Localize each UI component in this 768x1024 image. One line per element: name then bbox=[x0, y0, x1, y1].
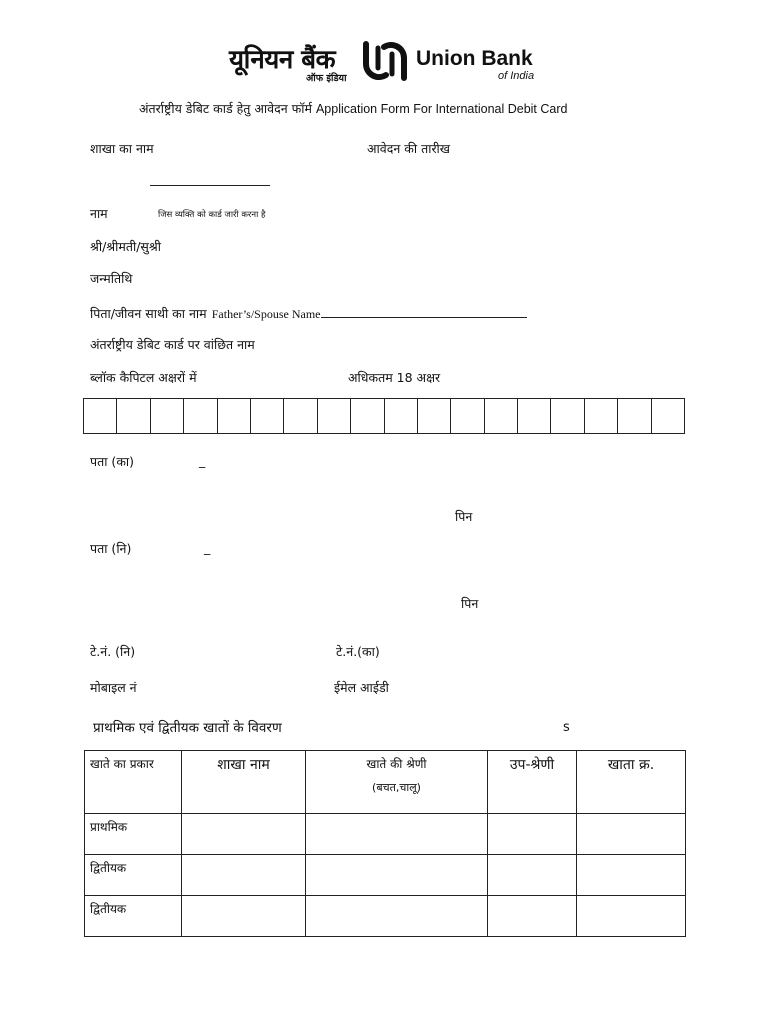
pin-home-label: पिन bbox=[461, 596, 479, 611]
table-cell[interactable] bbox=[182, 896, 306, 937]
branch-name-label: शाखा का नाम bbox=[90, 141, 154, 156]
tel-home-label: टे.नं. (नि) bbox=[90, 644, 136, 659]
card-name-label: अंतर्राष्ट्रीय डेबिट कार्ड पर वांछित नाम bbox=[90, 337, 255, 352]
address-home-mark: _ bbox=[204, 540, 211, 555]
accounts-table bbox=[84, 750, 686, 937]
letter-box[interactable] bbox=[451, 399, 484, 433]
father-spouse-label-hindi: पिता/जीवन साथी का नाम bbox=[90, 306, 207, 321]
table-cell[interactable] bbox=[577, 855, 686, 896]
table-cell[interactable] bbox=[488, 855, 577, 896]
col-account-category bbox=[306, 751, 488, 814]
logo-hindi-subtext: ऑफ इंडिया bbox=[306, 73, 347, 84]
col-sub-category: उप-श्रेणी bbox=[488, 751, 577, 814]
letter-box[interactable] bbox=[385, 399, 418, 433]
father-spouse-field bbox=[90, 303, 527, 322]
letter-box[interactable] bbox=[84, 399, 117, 433]
letter-box[interactable] bbox=[418, 399, 451, 433]
col-branch-name: शाखा नाम bbox=[182, 751, 306, 814]
letter-box[interactable] bbox=[117, 399, 150, 433]
salutation-label: श्री/श्रीमती/सुश्री bbox=[90, 239, 161, 254]
email-label: ईमेल आईडी bbox=[334, 680, 389, 695]
logo-english-text: Union Bank bbox=[416, 47, 533, 70]
letter-box[interactable] bbox=[251, 399, 284, 433]
address-office-label: पता (का) bbox=[90, 454, 135, 469]
father-spouse-label-english: Father’s/Spouse Name bbox=[211, 307, 321, 321]
name-note: जिस व्यक्ति को कार्ड जारी करना है bbox=[158, 210, 266, 220]
table-row bbox=[85, 814, 686, 855]
col-account-category-label: खाते की श्रेणी bbox=[366, 757, 427, 771]
letter-box[interactable] bbox=[184, 399, 217, 433]
letter-box[interactable] bbox=[318, 399, 351, 433]
letter-box[interactable] bbox=[284, 399, 317, 433]
form-title-english: Application Form For International Debit Card bbox=[315, 102, 568, 116]
letter-box[interactable] bbox=[618, 399, 651, 433]
logo-hindi-text: यूनियन बैंक bbox=[229, 45, 336, 75]
table-cell[interactable] bbox=[488, 896, 577, 937]
father-spouse-blank[interactable] bbox=[321, 306, 527, 318]
letter-box[interactable] bbox=[151, 399, 184, 433]
table-cell[interactable] bbox=[306, 814, 488, 855]
table-cell[interactable] bbox=[182, 855, 306, 896]
branch-name-blank[interactable] bbox=[150, 174, 270, 186]
union-bank-symbol-icon bbox=[360, 40, 410, 82]
row-type-secondary: द्वितीयक bbox=[85, 896, 182, 937]
max-chars-label: अधिकतम 18 अक्षर bbox=[348, 370, 441, 385]
mobile-label: मोबाइल नं bbox=[90, 680, 137, 695]
table-cell[interactable] bbox=[577, 896, 686, 937]
col-account-type: खाते का प्रकार bbox=[85, 751, 182, 814]
application-date-label: आवेदन की तारीख bbox=[367, 141, 451, 156]
card-name-letter-boxes[interactable] bbox=[83, 398, 685, 434]
form-title bbox=[139, 100, 567, 117]
accounts-heading: प्राथमिक एवं द्वितीयक खातों के विवरण bbox=[93, 720, 282, 736]
letter-box[interactable] bbox=[585, 399, 618, 433]
table-cell[interactable] bbox=[306, 896, 488, 937]
table-cell[interactable] bbox=[182, 814, 306, 855]
address-home-label: पता (नि) bbox=[90, 541, 132, 556]
letter-box[interactable] bbox=[218, 399, 251, 433]
form-title-hindi: अंतर्राष्ट्रीय डेबिट कार्ड हेतु आवेदन फॉर्म bbox=[139, 101, 312, 116]
table-cell[interactable] bbox=[577, 814, 686, 855]
letter-box[interactable] bbox=[652, 399, 684, 433]
letter-box[interactable] bbox=[351, 399, 384, 433]
row-type-secondary: द्वितीयक bbox=[85, 855, 182, 896]
row-type-primary: प्राथमिक bbox=[85, 814, 182, 855]
pin-office-label: पिन bbox=[455, 509, 473, 524]
dob-label: जन्मतिथि bbox=[90, 271, 133, 286]
table-cell[interactable] bbox=[488, 814, 577, 855]
col-account-category-sub: (बचत,चालू) bbox=[372, 781, 421, 794]
accounts-heading-stray-mark: s bbox=[563, 720, 570, 735]
address-office-mark: _ bbox=[199, 453, 206, 468]
accounts-table-header bbox=[85, 751, 686, 814]
letter-box[interactable] bbox=[518, 399, 551, 433]
col-account-number: खाता क्र. bbox=[577, 751, 686, 814]
block-capitals-label: ब्लॉक कैपिटल अक्षरों में bbox=[90, 370, 197, 385]
table-row bbox=[85, 896, 686, 937]
letter-box[interactable] bbox=[551, 399, 584, 433]
table-row bbox=[85, 855, 686, 896]
tel-office-label: टे.नं.(का) bbox=[336, 644, 380, 659]
name-label: नाम bbox=[90, 206, 108, 221]
table-cell[interactable] bbox=[306, 855, 488, 896]
logo-english-subtext: of India bbox=[498, 70, 535, 82]
letter-box[interactable] bbox=[485, 399, 518, 433]
